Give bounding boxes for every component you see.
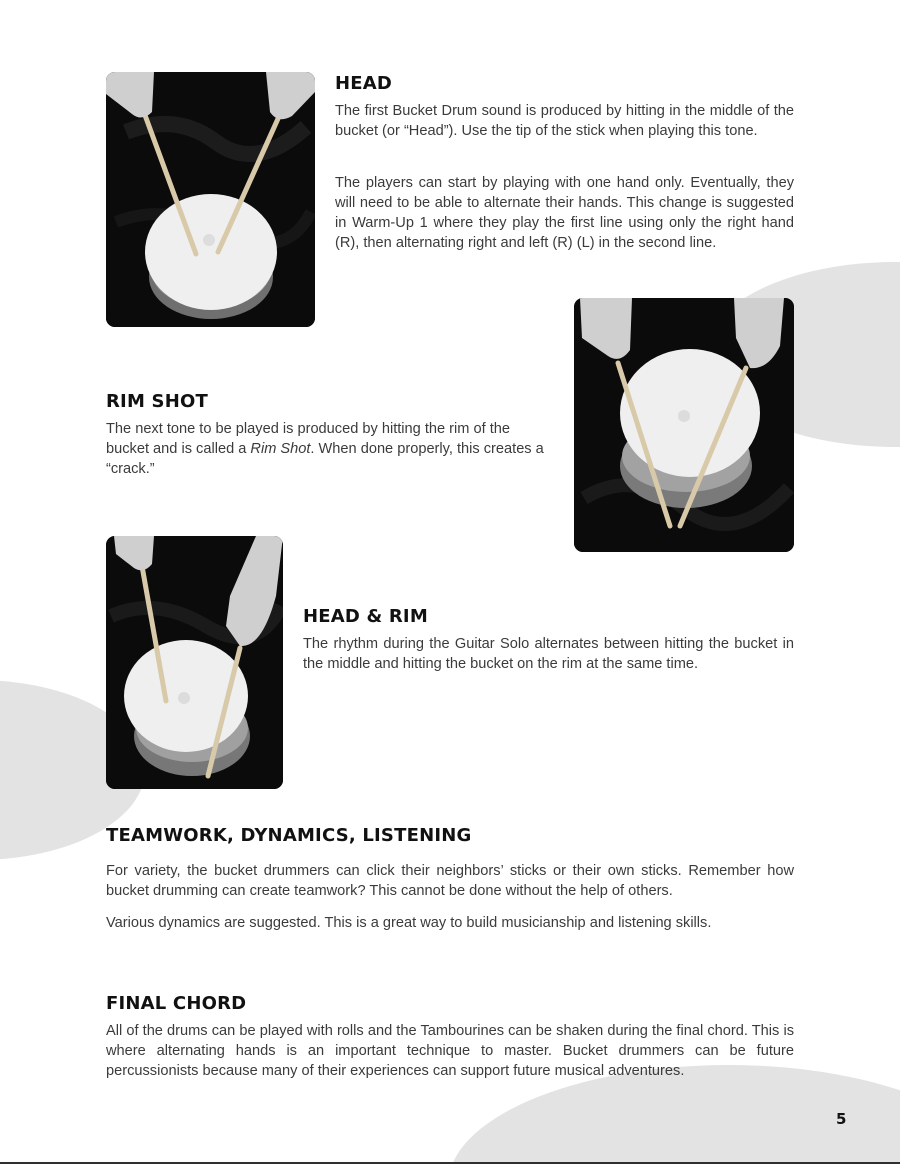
photo-rim-shot (574, 298, 794, 552)
rim-shot-emphasis: Rim Shot (250, 441, 311, 457)
photo-head-and-rim (106, 536, 283, 789)
heading-head-and-rim: HEAD & RIM (303, 606, 428, 627)
head-paragraph-2: The players can start by playing with one hand only. Eventually, they will need to be able to alternate their hands. This change is suggested in Warm-Up 1 where they play the first line using only the right hand (R), then alternating right and left (R) (L) in the second line. (335, 175, 794, 251)
heading-head: HEAD (335, 73, 393, 94)
photo-head (106, 72, 315, 327)
head-and-rim-photo-illustration (106, 536, 283, 789)
rim-shot-text-before: The next tone to be played is produced by hitting the rim of the bucket and is called a (106, 421, 511, 457)
teamwork-paragraph-1: For variety, the bucket drummers can click their neighbors’ sticks or their own sticks. Remember how bucket drumming can create teamwork? This cannot be done without the help of others. (106, 863, 794, 899)
heading-final-chord: FINAL CHORD (106, 993, 247, 1014)
heading-teamwork: TEAMWORK, DYNAMICS, LISTENING (106, 825, 472, 846)
bucket-head (620, 349, 760, 477)
rim-shot-photo-illustration (574, 298, 794, 552)
heading-rim-shot: RIM SHOT (106, 391, 208, 412)
teamwork-paragraph-2: Various dynamics are suggested. This is a great way to build musicianship and listening skills. (106, 915, 712, 931)
rim-shot-paragraph (106, 419, 554, 479)
head-paragraph-1: The first Bucket Drum sound is produced by hitting in the middle of the bucket (or “Head”). Use the tip of the stick when playing this tone. (335, 103, 794, 139)
final-chord-paragraph: All of the drums can be played with rolls and the Tambourines can be shaken during the final chord. This is where alternating hands is an important technique to master. Bucket drummers can be future percussionists because many of their experiences can support future musical adventures. (106, 1023, 794, 1079)
head-and-rim-paragraph: The rhythm during the Guitar Solo alternates between hitting the bucket in the middle and hitting the bucket on the rim at the same time. (303, 636, 794, 672)
bucket-head (145, 194, 277, 310)
head-photo-illustration (106, 72, 315, 327)
rim-shot-text-after: . When done properly, this creates a “crack.” (106, 441, 544, 477)
page-number: 5 (836, 1110, 847, 1128)
